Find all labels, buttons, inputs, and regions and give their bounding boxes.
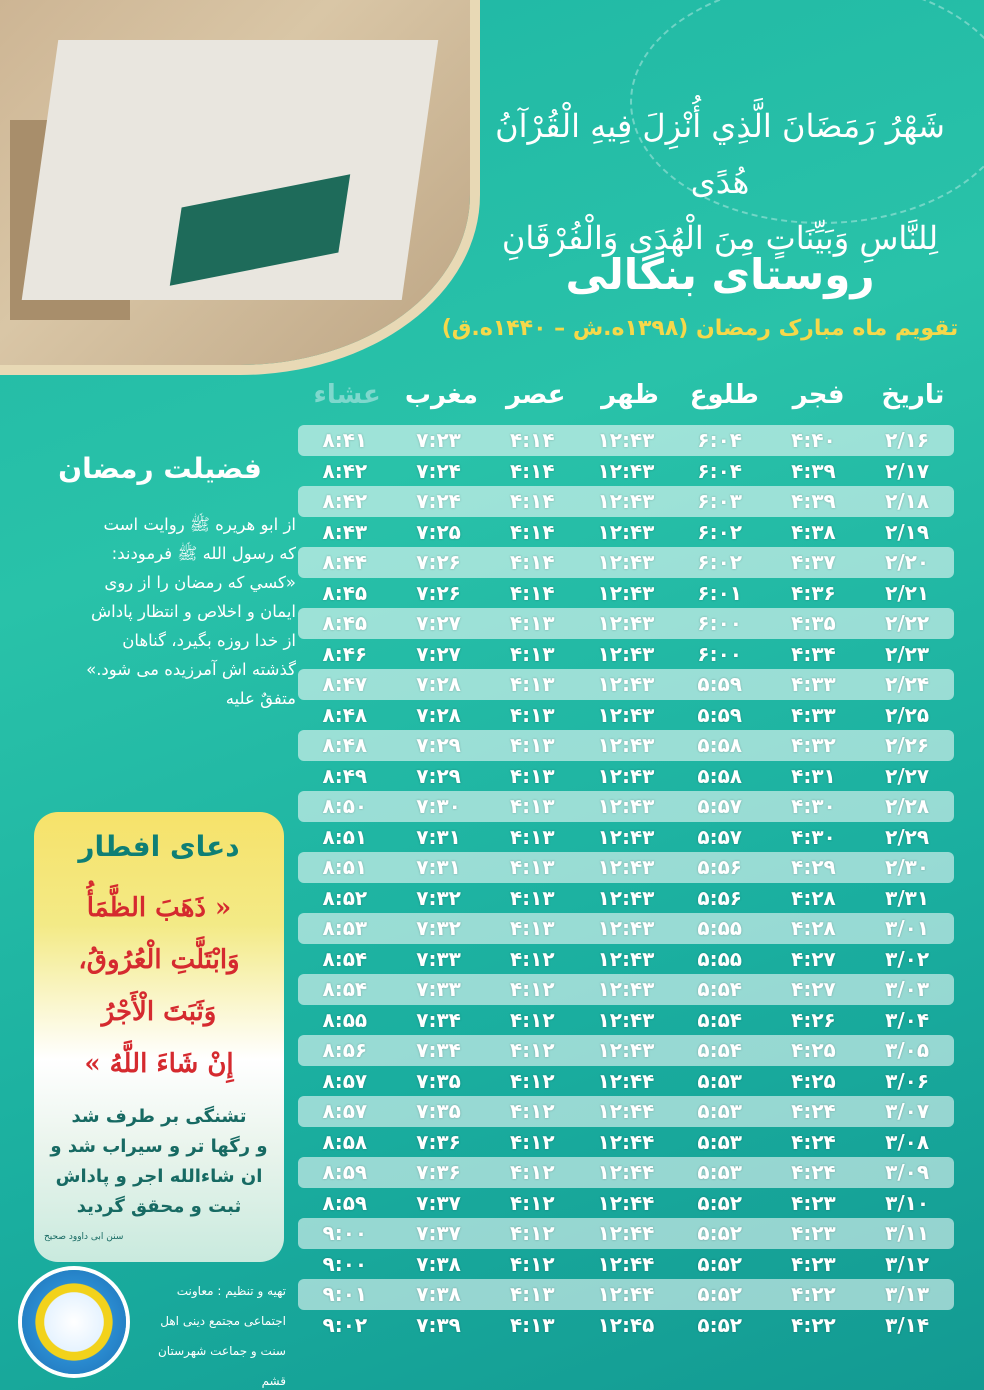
header-maghrib: مغرب (404, 380, 478, 410)
dua-translation-line: تشنگی بر طرف شد (71, 1106, 247, 1127)
cell-date: ۲/۲۸ (885, 794, 930, 818)
cell-dhuhr: ۱۲:۴۳ (597, 489, 655, 513)
cell-dhuhr: ۱۲:۴۳ (597, 946, 655, 971)
cell-isha: ۹:۰۱ (322, 1282, 368, 1306)
cell-isha: ۸:۵۷ (322, 1068, 368, 1093)
cell-isha: ۸:۵۱ (322, 824, 368, 849)
cell-dhuhr: ۱۲:۴۳ (597, 672, 655, 696)
cell-maghrib: ۷:۲۵ (416, 519, 461, 544)
cell-fajr: ۴:۲۵ (791, 1038, 836, 1062)
cell-sunrise: ۶:۰۱ (697, 580, 743, 605)
cell-date: ۳/۳۱ (885, 885, 930, 910)
cell-dhuhr: ۱۲:۴۳ (597, 519, 655, 544)
cell-asr: ۴:۱۴ (509, 458, 555, 483)
cell-sunrise: ۵:۵۵ (697, 946, 743, 971)
table-row (298, 1279, 954, 1310)
cell-asr: ۴:۱۳ (509, 611, 555, 635)
cell-maghrib: ۷:۳۴ (416, 1038, 461, 1062)
cell-maghrib: ۷:۳۱ (416, 855, 461, 879)
cell-fajr: ۴:۲۲ (791, 1312, 836, 1337)
dua-arabic-line: إِنْ شَاءَ اللَّهُ » (84, 1049, 234, 1079)
cell-sunrise: ۵:۵۳ (697, 1099, 743, 1123)
cell-sunrise: ۵:۵۲ (697, 1312, 743, 1337)
timetable (298, 425, 954, 1340)
cell-asr: ۴:۱۲ (509, 1251, 555, 1276)
village-mosque-photo (0, 0, 470, 365)
verse-line-2: لِلنَّاسِ وَبَيِّنَاتٍ مِنَ الْهُدَى وَالْفُرْقَانِ (501, 219, 939, 257)
cell-fajr: ۴:۲۸ (791, 885, 836, 910)
cell-fajr: ۴:۲۴ (791, 1160, 836, 1184)
cell-asr: ۴:۱۲ (509, 1038, 555, 1062)
cell-isha: ۸:۵۵ (322, 1007, 368, 1032)
cell-sunrise: ۶:۰۰ (697, 641, 743, 666)
cell-asr: ۴:۱۴ (509, 519, 555, 544)
cell-asr: ۴:۱۴ (509, 428, 555, 452)
cell-maghrib: ۷:۳۲ (416, 885, 461, 910)
cell-fajr: ۴:۳۹ (791, 458, 836, 483)
table-row (298, 944, 954, 975)
cell-maghrib: ۷:۳۹ (416, 1312, 461, 1337)
cell-sunrise: ۶:۰۲ (697, 550, 743, 574)
cell-maghrib: ۷:۳۵ (416, 1099, 461, 1123)
cell-maghrib: ۷:۳۶ (416, 1129, 461, 1154)
cell-date: ۲/۲۰ (885, 550, 930, 574)
cell-maghrib: ۷:۲۴ (416, 489, 461, 513)
cell-fajr: ۴:۲۳ (791, 1251, 836, 1276)
cell-fajr: ۴:۳۳ (791, 672, 836, 696)
cell-asr: ۴:۱۳ (509, 794, 555, 818)
cell-asr: ۴:۱۲ (509, 1190, 555, 1215)
cell-maghrib: ۷:۳۰ (416, 794, 461, 818)
dua-translation-line: ان شاءالله اجر و پاداش (55, 1166, 263, 1187)
cell-fajr: ۴:۲۵ (791, 1068, 836, 1093)
cell-dhuhr: ۱۲:۴۳ (597, 855, 655, 879)
cell-isha: ۸:۵۱ (322, 855, 368, 879)
cell-isha: ۸:۴۸ (322, 733, 368, 757)
cell-isha: ۸:۴۲ (322, 458, 368, 483)
cell-date: ۲/۳۰ (885, 855, 930, 879)
cell-date: ۲/۲۱ (885, 580, 930, 605)
cell-fajr: ۴:۲۷ (791, 946, 836, 971)
cell-sunrise: ۵:۵۲ (697, 1282, 743, 1306)
cell-dhuhr: ۱۲:۴۳ (597, 824, 655, 849)
cell-dhuhr: ۱۲:۴۳ (597, 702, 655, 727)
cell-dhuhr: ۱۲:۴۳ (597, 916, 655, 940)
cell-dhuhr: ۱۲:۴۳ (597, 458, 655, 483)
table-row (298, 822, 954, 853)
cell-isha: ۸:۵۴ (322, 946, 368, 971)
cell-date: ۳/۰۵ (885, 1038, 930, 1062)
cell-sunrise: ۵:۵۸ (697, 733, 743, 757)
cell-isha: ۸:۵۲ (322, 885, 368, 910)
cell-date: ۳/۰۲ (885, 946, 930, 971)
cell-maghrib: ۷:۲۶ (416, 580, 461, 605)
cell-asr: ۴:۱۴ (509, 580, 555, 605)
calendar-subtitle: تقویم ماه مبارک رمضان (۱۳۹۸ه.ش – ۱۴۴۰ه.ق) (441, 316, 959, 341)
cell-dhuhr: ۱۲:۴۴ (597, 1068, 655, 1093)
cell-fajr: ۴:۳۵ (791, 611, 836, 635)
virtue-line: از خدا روزه بگیرد، گناهان (122, 631, 296, 650)
table-row (298, 547, 954, 578)
cell-dhuhr: ۱۲:۴۳ (597, 794, 655, 818)
cell-maghrib: ۷:۳۵ (416, 1068, 461, 1093)
dua-arabic-line: وَثَبَتَ الْأَجْرُ (101, 997, 217, 1027)
cell-sunrise: ۶:۰۳ (697, 489, 743, 513)
virtue-line: متفقٌ علیه (225, 689, 296, 708)
table-header (300, 380, 960, 414)
cell-dhuhr: ۱۲:۴۳ (597, 428, 655, 452)
cell-asr: ۴:۱۳ (509, 855, 555, 879)
cell-dhuhr: ۱۲:۴۳ (597, 550, 655, 574)
cell-asr: ۴:۱۳ (509, 641, 555, 666)
cell-dhuhr: ۱۲:۴۴ (597, 1099, 655, 1123)
cell-asr: ۴:۱۲ (509, 1068, 555, 1093)
cell-date: ۳/۱۱ (885, 1221, 930, 1245)
cell-date: ۲/۱۷ (885, 458, 930, 483)
cell-sunrise: ۵:۵۳ (697, 1068, 743, 1093)
cell-fajr: ۴:۲۴ (791, 1129, 836, 1154)
cell-dhuhr: ۱۲:۴۳ (597, 611, 655, 635)
cell-dhuhr: ۱۲:۴۴ (597, 1190, 655, 1215)
cell-date: ۲/۲۷ (885, 763, 930, 788)
cell-date: ۲/۱۹ (885, 519, 930, 544)
cell-asr: ۴:۱۳ (509, 1312, 555, 1337)
cell-isha: ۸:۵۰ (322, 794, 368, 818)
cell-isha: ۸:۵۳ (322, 916, 368, 940)
cell-sunrise: ۵:۵۷ (697, 824, 743, 849)
table-row (298, 761, 954, 792)
cell-asr: ۴:۱۲ (509, 946, 555, 971)
cell-fajr: ۴:۳۲ (791, 733, 836, 757)
cell-maghrib: ۷:۲۹ (416, 763, 461, 788)
cell-isha: ۸:۵۹ (322, 1190, 368, 1215)
table-row (298, 639, 954, 670)
cell-asr: ۴:۱۳ (509, 733, 555, 757)
table-row (298, 1310, 954, 1341)
cell-date: ۳/۱۳ (885, 1282, 930, 1306)
cell-isha: ۸:۵۶ (322, 1038, 368, 1062)
cell-maghrib: ۷:۲۳ (416, 428, 461, 452)
cell-sunrise: ۵:۵۶ (697, 885, 743, 910)
cell-isha: ۹:۰۰ (322, 1221, 368, 1245)
table-row (298, 425, 954, 456)
virtue-title: فضیلت رمضان (58, 452, 262, 485)
header-date: تاریخ (881, 380, 945, 410)
cell-asr: ۴:۱۲ (509, 1129, 555, 1154)
cell-isha: ۸:۵۹ (322, 1160, 368, 1184)
cell-asr: ۴:۱۲ (509, 1099, 555, 1123)
cell-dhuhr: ۱۲:۴۳ (597, 1007, 655, 1032)
cell-isha: ۸:۴۶ (322, 641, 368, 666)
cell-date: ۳/۰۳ (885, 977, 930, 1001)
cell-date: ۳/۰۶ (885, 1068, 930, 1093)
cell-fajr: ۴:۲۲ (791, 1282, 836, 1306)
cell-date: ۲/۲۲ (885, 611, 930, 635)
table-row (298, 669, 954, 700)
virtue-line: از ابو هریره ﷺ روایت است (103, 515, 296, 534)
dua-arabic-line: وَابْتَلَّتِ الْعُرُوقُ، (78, 945, 240, 975)
table-row (298, 456, 954, 487)
cell-isha: ۹:۰۰ (322, 1251, 368, 1276)
quran-verse (480, 98, 960, 266)
cell-fajr: ۴:۲۸ (791, 916, 836, 940)
cell-asr: ۴:۱۳ (509, 824, 555, 849)
cell-sunrise: ۵:۵۴ (697, 1007, 743, 1032)
cell-isha: ۸:۴۸ (322, 702, 368, 727)
cell-fajr: ۴:۳۷ (791, 550, 836, 574)
cell-date: ۳/۰۸ (885, 1129, 930, 1154)
cell-asr: ۴:۱۳ (509, 885, 555, 910)
organization-logo (22, 1270, 126, 1374)
cell-fajr: ۴:۳۰ (791, 824, 836, 849)
cell-maghrib: ۷:۲۹ (416, 733, 461, 757)
virtue-line: «کسي که رمضان را از روی (104, 573, 296, 592)
cell-sunrise: ۵:۵۹ (697, 672, 743, 696)
header-asr: عصر (505, 380, 566, 410)
cell-date: ۲/۱۸ (885, 489, 930, 513)
cell-maghrib: ۷:۳۲ (416, 916, 461, 940)
cell-isha: ۸:۴۲ (322, 489, 368, 513)
cell-sunrise: ۶:۰۰ (697, 611, 743, 635)
dua-title: دعای افطار (78, 830, 240, 863)
cell-asr: ۴:۱۴ (509, 550, 555, 574)
cell-maghrib: ۷:۲۸ (416, 702, 461, 727)
cell-sunrise: ۵:۵۹ (697, 702, 743, 727)
cell-maghrib: ۷:۳۳ (416, 946, 461, 971)
cell-date: ۲/۲۶ (885, 733, 930, 757)
cell-date: ۲/۲۳ (885, 641, 930, 666)
table-row (298, 517, 954, 548)
cell-date: ۲/۱۶ (885, 428, 930, 452)
cell-asr: ۴:۱۲ (509, 1221, 555, 1245)
cell-dhuhr: ۱۲:۴۴ (597, 1282, 655, 1306)
dua-translation-line: ثبت و محقق گردید (76, 1196, 242, 1217)
virtue-text (30, 510, 296, 713)
cell-date: ۲/۲۵ (885, 702, 930, 727)
village-title: روستای بنگالی (565, 250, 875, 299)
cell-fajr: ۴:۲۳ (791, 1190, 836, 1215)
cell-dhuhr: ۱۲:۴۳ (597, 885, 655, 910)
cell-sunrise: ۵:۵۲ (697, 1190, 743, 1215)
cell-asr: ۴:۱۲ (509, 1007, 555, 1032)
cell-maghrib: ۷:۲۶ (416, 550, 461, 574)
header-fajr: فجر (792, 380, 845, 410)
cell-dhuhr: ۱۲:۴۴ (597, 1251, 655, 1276)
table-row (298, 852, 954, 883)
cell-fajr: ۴:۳۹ (791, 489, 836, 513)
virtue-line: ایمان و اخلاص و انتظار پاداش (91, 602, 296, 621)
cell-maghrib: ۷:۲۷ (416, 611, 461, 635)
cell-fajr: ۴:۴۰ (791, 428, 836, 452)
cell-date: ۳/۰۴ (885, 1007, 930, 1032)
cell-sunrise: ۵:۵۴ (697, 977, 743, 1001)
cell-date: ۳/۰۱ (885, 916, 930, 940)
table-row (298, 974, 954, 1005)
cell-asr: ۴:۱۳ (509, 763, 555, 788)
cell-maghrib: ۷:۲۷ (416, 641, 461, 666)
header-dhuhr: ظهر (601, 380, 659, 410)
cell-sunrise: ۶:۰۴ (697, 458, 743, 483)
cell-sunrise: ۵:۵۲ (697, 1221, 743, 1245)
credit-line: اجتماعی مجتمع دینی اهل (160, 1314, 286, 1328)
cell-dhuhr: ۱۲:۴۳ (597, 580, 655, 605)
table-row (298, 1249, 954, 1280)
cell-sunrise: ۶:۰۲ (697, 519, 743, 544)
cell-date: ۳/۱۰ (885, 1190, 930, 1215)
cell-date: ۲/۲۴ (885, 672, 930, 696)
cell-maghrib: ۷:۳۸ (416, 1282, 461, 1306)
cell-isha: ۸:۴۵ (322, 580, 368, 605)
cell-sunrise: ۵:۵۵ (697, 916, 743, 940)
credit-line: تهیه و تنظیم : معاونت (176, 1284, 286, 1298)
cell-isha: ۸:۵۸ (322, 1129, 368, 1154)
table-row (298, 1188, 954, 1219)
cell-maghrib: ۷:۳۴ (416, 1007, 461, 1032)
cell-asr: ۴:۱۳ (509, 702, 555, 727)
cell-fajr: ۴:۲۳ (791, 1221, 836, 1245)
cell-dhuhr: ۱۲:۴۳ (597, 733, 655, 757)
cell-fajr: ۴:۳۴ (791, 641, 836, 666)
cell-fajr: ۴:۳۰ (791, 794, 836, 818)
header-isha: عشاء (313, 380, 381, 410)
cell-maghrib: ۷:۳۷ (416, 1221, 461, 1245)
cell-fajr: ۴:۳۱ (791, 763, 836, 788)
header-sunrise: طلوع (689, 380, 759, 410)
iftar-dua-box (34, 812, 284, 1262)
cell-fajr: ۴:۳۳ (791, 702, 836, 727)
dua-translation-line: و رگها تر و سیراب شد و (50, 1136, 268, 1157)
dua-source: سنن ابی داوود صحیح (44, 1232, 124, 1242)
cell-date: ۳/۱۲ (885, 1251, 930, 1276)
table-row (298, 608, 954, 639)
cell-isha: ۸:۴۹ (322, 763, 368, 788)
cell-fajr: ۴:۲۹ (791, 855, 836, 879)
verse-line-1: شَهْرُ رَمَضَانَ الَّذِي أُنْزِلَ فِيهِ الْقُرْآنُ هُدًى (495, 107, 945, 201)
cell-asr: ۴:۱۲ (509, 977, 555, 1001)
cell-fajr: ۴:۲۴ (791, 1099, 836, 1123)
virtue-line: گذشته اش آمرزیده می شود.» (86, 660, 296, 679)
cell-sunrise: ۵:۵۳ (697, 1160, 743, 1184)
cell-dhuhr: ۱۲:۴۴ (597, 1160, 655, 1184)
table-row (298, 730, 954, 761)
cell-asr: ۴:۱۳ (509, 916, 555, 940)
cell-fajr: ۴:۲۶ (791, 1007, 836, 1032)
cell-dhuhr: ۱۲:۴۳ (597, 1038, 655, 1062)
cell-isha: ۸:۴۵ (322, 611, 368, 635)
cell-dhuhr: ۱۲:۴۳ (597, 763, 655, 788)
cell-fajr: ۴:۳۸ (791, 519, 836, 544)
table-row (298, 913, 954, 944)
table-row (298, 1005, 954, 1036)
table-row (298, 1218, 954, 1249)
cell-date: ۳/۰۷ (885, 1099, 930, 1123)
cell-maghrib: ۷:۳۸ (416, 1251, 461, 1276)
dua-arabic-line: « ذَهَبَ الظَّمَأُ (86, 893, 232, 923)
cell-date: ۲/۲۹ (885, 824, 930, 849)
cell-isha: ۸:۵۴ (322, 977, 368, 1001)
cell-maghrib: ۷:۳۱ (416, 824, 461, 849)
table-row (298, 1096, 954, 1127)
cell-sunrise: ۵:۵۳ (697, 1129, 743, 1154)
cell-isha: ۸:۴۴ (322, 550, 368, 574)
cell-dhuhr: ۱۲:۴۵ (597, 1312, 655, 1337)
cell-isha: ۸:۴۳ (322, 519, 368, 544)
cell-dhuhr: ۱۲:۴۳ (597, 641, 655, 666)
cell-sunrise: ۵:۵۷ (697, 794, 743, 818)
cell-isha: ۹:۰۲ (322, 1312, 368, 1337)
cell-isha: ۸:۵۷ (322, 1099, 368, 1123)
cell-maghrib: ۷:۳۳ (416, 977, 461, 1001)
cell-maghrib: ۷:۲۸ (416, 672, 461, 696)
cell-isha: ۸:۴۱ (322, 428, 368, 452)
cell-maghrib: ۷:۳۷ (416, 1190, 461, 1215)
cell-isha: ۸:۴۷ (322, 672, 368, 696)
cell-asr: ۴:۱۳ (509, 1282, 555, 1306)
cell-asr: ۴:۱۲ (509, 1160, 555, 1184)
table-row (298, 700, 954, 731)
cell-sunrise: ۵:۵۲ (697, 1251, 743, 1276)
table-row (298, 486, 954, 517)
dua-arabic (42, 882, 276, 1090)
cell-date: ۳/۱۴ (885, 1312, 930, 1337)
dua-translation (44, 1102, 274, 1222)
cell-asr: ۴:۱۳ (509, 672, 555, 696)
cell-date: ۳/۰۹ (885, 1160, 930, 1184)
cell-sunrise: ۵:۵۸ (697, 763, 743, 788)
table-row (298, 1157, 954, 1188)
cell-sunrise: ۵:۵۴ (697, 1038, 743, 1062)
cell-fajr: ۴:۲۷ (791, 977, 836, 1001)
cell-dhuhr: ۱۲:۴۳ (597, 977, 655, 1001)
table-row (298, 791, 954, 822)
cell-sunrise: ۶:۰۴ (697, 428, 743, 452)
table-row (298, 1066, 954, 1097)
credit-text (136, 1276, 286, 1390)
cell-asr: ۴:۱۴ (509, 489, 555, 513)
cell-maghrib: ۷:۲۴ (416, 458, 461, 483)
table-row (298, 883, 954, 914)
cell-dhuhr: ۱۲:۴۴ (597, 1129, 655, 1154)
cell-maghrib: ۷:۳۶ (416, 1160, 461, 1184)
table-row (298, 1127, 954, 1158)
credit-line: سنت و جماعت شهرستان قشم (157, 1344, 286, 1388)
cell-sunrise: ۵:۵۶ (697, 855, 743, 879)
cell-fajr: ۴:۳۶ (791, 580, 836, 605)
virtue-line: که رسول الله ﷺ فرمودند: (111, 544, 296, 563)
table-row (298, 1035, 954, 1066)
table-row (298, 578, 954, 609)
cell-dhuhr: ۱۲:۴۴ (597, 1221, 655, 1245)
